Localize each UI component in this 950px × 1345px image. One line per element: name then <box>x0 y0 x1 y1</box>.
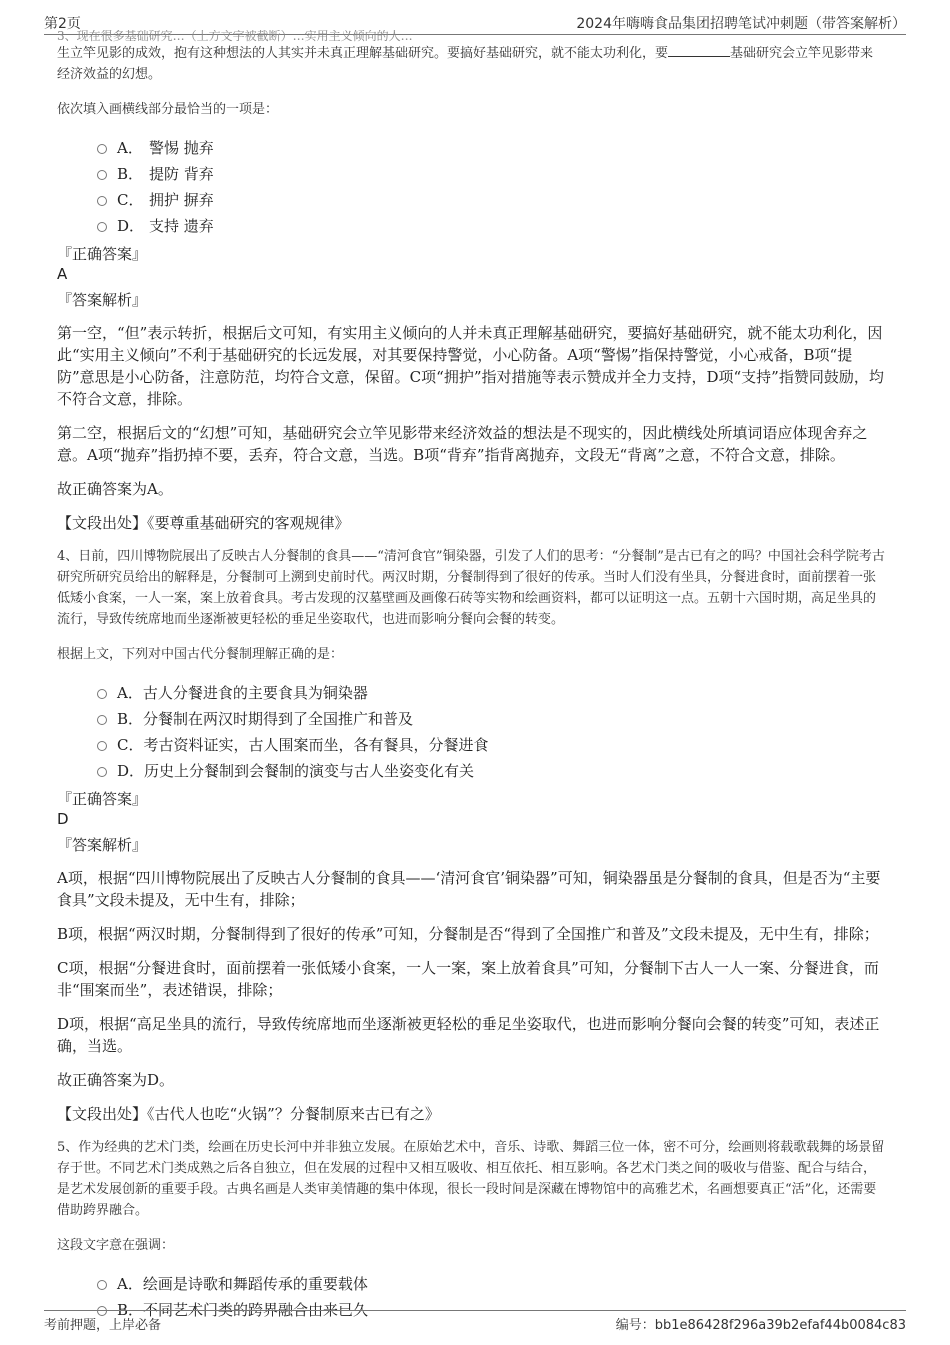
question-3-options <box>97 134 886 238</box>
question-5-prompt: 这段文字意在强调： <box>57 1238 175 1253</box>
option-a[interactable]: A． 古人分餐进食的主要食具为铜染器 <box>97 679 886 705</box>
radio-button-icon[interactable] <box>97 1280 107 1290</box>
analysis-paragraph: A项，根据“四川博物院展出了反映古人分餐制的食具——‘清河食官’铜染器”可知，铜染器虽是分餐制的食具，但是否为“主要食具”文段未提及，无中生有，排除； <box>57 869 881 909</box>
question-3-prompt: 依次填入画横线部分最恰当的一项是： <box>57 102 279 117</box>
radio-button-icon[interactable] <box>97 222 107 232</box>
radio-button-icon[interactable] <box>97 767 107 777</box>
option-b[interactable]: B． 不同艺术门类的跨界融合由来已久 <box>97 1296 886 1322</box>
analysis-conclusion: 故正确答案为A。 <box>57 480 173 498</box>
option-b[interactable]: B． 分餐制在两汉时期得到了全国推广和普及 <box>97 705 886 731</box>
question-3-text-continued: 生立竿见影的成效，抱有这种想法的人其实并未真正理解基础研究。要搞好基础研究，就不能太功利化，要 基础研究会立竿见影带来经济效益的幻想。 <box>57 42 886 85</box>
document-serial-number: 编号：bb1e86428f296a39b2efaf44b0084c83 <box>615 1318 906 1333</box>
document-content <box>57 30 886 1322</box>
radio-button-icon[interactable] <box>97 689 107 699</box>
question-3 <box>57 30 886 534</box>
source-citation: 【文段出处】《要尊重基础研究的客观规律》 <box>57 514 350 532</box>
radio-button-icon[interactable] <box>97 715 107 725</box>
analysis-conclusion: 故正确答案为D。 <box>57 1071 175 1089</box>
question-3-text: 3、现在很多基础研究…（上方文字被截断）…实用主义倾向的人… <box>57 30 413 42</box>
option-a[interactable]: A． 绘画是诗歌和舞蹈传承的重要载体 <box>97 1270 886 1296</box>
question-5 <box>57 1137 886 1322</box>
option-a[interactable]: A． 警惕 抛弃 <box>97 134 886 160</box>
question-4-options <box>97 679 886 783</box>
document-title: 2024年嗨嗨食品集团招聘笔试冲刺题（带答案解析） <box>576 16 906 32</box>
option-d[interactable]: D． 历史上分餐制到会餐制的演变与古人坐姿变化有关 <box>97 757 886 783</box>
question-4-prompt: 根据上文，下列对中国古代分餐制理解正确的是： <box>57 647 344 662</box>
page-number: 第2页 <box>44 16 81 32</box>
analysis-label: 『答案解析』 <box>57 836 148 854</box>
radio-button-icon[interactable] <box>97 196 107 206</box>
correct-answer-value: D <box>57 810 69 828</box>
analysis-paragraph: 第一空，“但”表示转折，根据后文可知，有实用主义倾向的人并未真正理解基础研究，要搞好基础研究，就不能太功利化，因此“实用主义倾向”不利于基础研究的长远发展，对其要保持警觉，小心防备。A项“警惕”指保持警觉，小心戒备，B项“提防”意思是小心防备，注意防范，均符合文意，保留。C项“拥护”指对措施等表示赞成并全力支持，D项“支持”指赞同鼓励，均不符合文意，排除。 <box>57 324 884 408</box>
correct-answer-label: 『正确答案』 <box>57 245 148 263</box>
source-citation: 【文段出处】《古代人也吃“火锅”？分餐制原来古已有之》 <box>57 1105 440 1123</box>
option-b[interactable]: B． 提防 背弃 <box>97 160 886 186</box>
footer-slogan: 考前押题，上岸必备 <box>44 1318 162 1333</box>
analysis-paragraph: C项，根据“分餐进食时，面前摆着一张低矮小食案，一人一案，案上放着食具”可知，分餐制下古人一人一案、分餐进食，而非“围案而坐”，表述错误，排除； <box>57 959 879 999</box>
analysis-paragraph: D项，根据“高足坐具的流行，导致传统席地而坐逐渐被更轻松的垂足坐姿取代，也进而影响分餐向会餐的转变”可知，表述正确，当选。 <box>57 1015 880 1055</box>
radio-button-icon[interactable] <box>97 144 107 154</box>
radio-button-icon[interactable] <box>97 170 107 180</box>
fill-blank <box>668 42 730 57</box>
correct-answer-value: A <box>57 265 68 283</box>
radio-button-icon[interactable] <box>97 741 107 751</box>
analysis-paragraph: B项，根据“两汉时期，分餐制得到了很好的传承”可知，分餐制是否“得到了全国推广和普及”文段未提及，无中生有，排除； <box>57 925 879 943</box>
analysis-paragraph: 第二空，根据后文的“幻想”可知，基础研究会立竿见影带来经济效益的想法是不现实的，因此横线处所填词语应体现舍弃之意。A项“抛弃”指扔掉不要，丢弃，符合文意，当选。B项“背弃”指背离抛弃，文段无“背离”之意，不符合文意，排除。 <box>57 424 868 464</box>
option-c[interactable]: C． 拥护 摒弃 <box>97 186 886 212</box>
option-c[interactable]: C． 考古资料证实，古人围案而坐，各有餐具，分餐进食 <box>97 731 886 757</box>
question-4-text: 4、日前，四川博物院展出了反映古人分餐制的食具——“清河食官”铜染器，引发了人们的思考：“分餐制”是古已有之的吗？中国社会科学院考古研究所研究员给出的解释是，分餐制可上溯到史前时代。两汉时期，分餐制得到了很好的传承。当时人们没有坐具，分餐进食时，面前摆着一张低矮小食案，一人一案，案上放着食具。考古发现的汉墓壁画及画像石砖等实物和绘画资料，都可以证明这一点。五朝十六国时期，高足坐具的流行，导致传统席地而坐逐渐被更轻松的垂足坐姿取代，也进而影响分餐向会餐的转变。 <box>57 549 885 627</box>
option-d[interactable]: D． 支持 遗弃 <box>97 212 886 238</box>
correct-answer-label: 『正确答案』 <box>57 790 148 808</box>
question-4 <box>57 546 886 1125</box>
page-footer <box>44 1310 906 1333</box>
question-5-text: 5、作为经典的艺术门类，绘画在历史长河中并非独立发展。在原始艺术中，音乐、诗歌、舞蹈三位一体，密不可分，绘画则将载歌载舞的场景留存于世。不同艺术门类成熟之后各自独立，但在发展的过程中又相互吸收、相互依托、相互影响。各艺术门类之间的吸收与借鉴、配合与结合，是艺术发展创新的重要手段。古典名画是人类审美情趣的集中体现，很长一段时间是深藏在博物馆中的高雅艺术，名画想要真正“活”化，还需要借助跨界融合。 <box>57 1140 885 1218</box>
analysis-label: 『答案解析』 <box>57 291 148 309</box>
